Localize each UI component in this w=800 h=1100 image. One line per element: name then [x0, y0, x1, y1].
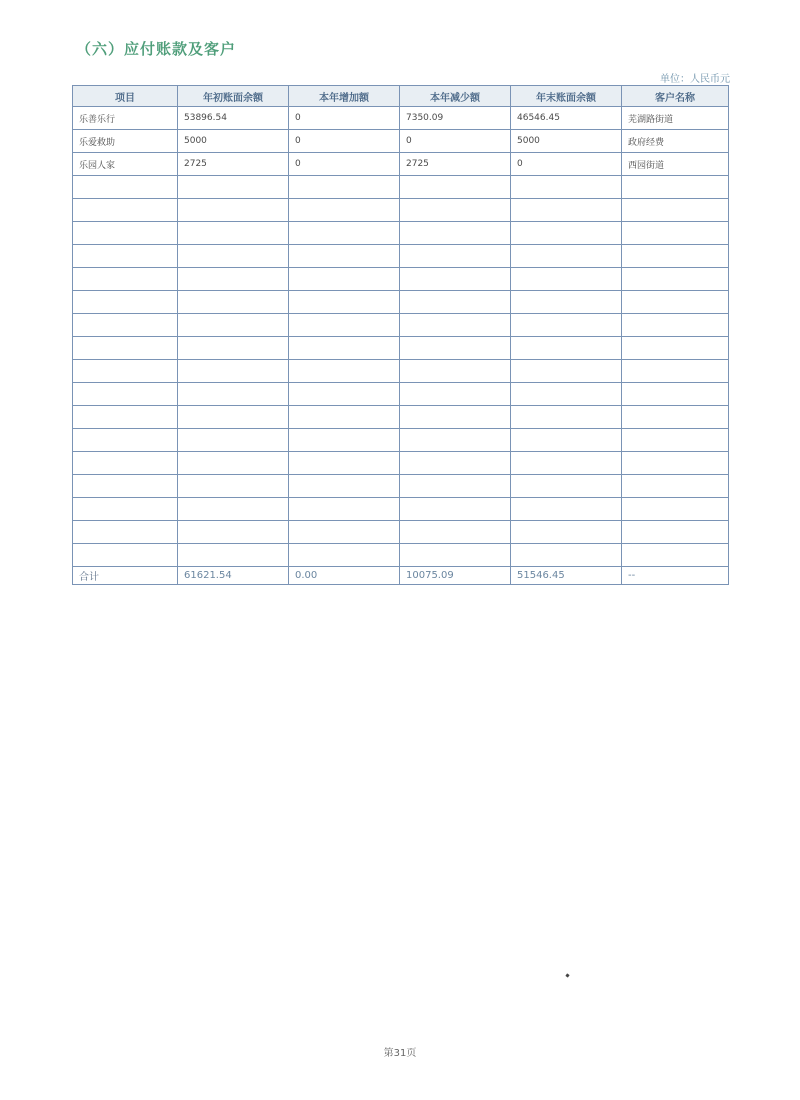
cell-decrease: 2725	[400, 153, 511, 176]
table-row-empty	[73, 268, 729, 291]
empty-cell	[178, 199, 289, 222]
empty-cell	[511, 544, 622, 567]
empty-cell	[178, 452, 289, 475]
empty-cell	[511, 199, 622, 222]
empty-cell	[511, 383, 622, 406]
empty-cell	[73, 360, 178, 383]
table-row-empty	[73, 176, 729, 199]
empty-cell	[400, 291, 511, 314]
empty-cell	[400, 498, 511, 521]
table-row-empty	[73, 429, 729, 452]
empty-cell	[400, 314, 511, 337]
empty-cell	[289, 475, 400, 498]
empty-cell	[400, 452, 511, 475]
empty-cell	[289, 406, 400, 429]
empty-cell	[511, 452, 622, 475]
cell-decrease: 0	[400, 130, 511, 153]
empty-cell	[511, 314, 622, 337]
empty-cell	[511, 337, 622, 360]
empty-cell	[511, 176, 622, 199]
empty-cell	[400, 383, 511, 406]
table-row-empty	[73, 383, 729, 406]
empty-cell	[622, 337, 729, 360]
total-label: 合计	[73, 567, 178, 585]
empty-cell	[178, 498, 289, 521]
empty-cell	[73, 291, 178, 314]
cell-increase: 0	[289, 107, 400, 130]
table-row-empty	[73, 452, 729, 475]
cell-item: 乐园人家	[73, 153, 178, 176]
cell-item: 乐善乐行	[73, 107, 178, 130]
empty-cell	[511, 291, 622, 314]
empty-cell	[289, 176, 400, 199]
empty-cell	[73, 199, 178, 222]
cell-closing-balance: 46546.45	[511, 107, 622, 130]
payables-table	[72, 85, 729, 585]
empty-cell	[511, 498, 622, 521]
empty-cell	[622, 268, 729, 291]
table-row-empty	[73, 337, 729, 360]
empty-cell	[622, 360, 729, 383]
empty-cell	[511, 360, 622, 383]
table-row	[73, 107, 729, 130]
empty-cell	[178, 314, 289, 337]
empty-cell	[289, 199, 400, 222]
empty-cell	[178, 222, 289, 245]
table-row-empty	[73, 544, 729, 567]
header-item: 项目	[73, 86, 178, 107]
cell-decrease: 7350.09	[400, 107, 511, 130]
empty-cell	[622, 176, 729, 199]
empty-cell	[178, 429, 289, 452]
cell-closing-balance: 0	[511, 153, 622, 176]
table-row-empty	[73, 245, 729, 268]
empty-cell	[178, 406, 289, 429]
total-increase: 0.00	[289, 567, 400, 585]
cell-opening-balance: 5000	[178, 130, 289, 153]
table-row-empty	[73, 222, 729, 245]
cell-increase: 0	[289, 153, 400, 176]
empty-cell	[289, 291, 400, 314]
header-decrease: 本年减少额	[400, 86, 511, 107]
empty-cell	[73, 475, 178, 498]
empty-cell	[622, 452, 729, 475]
empty-cell	[622, 199, 729, 222]
empty-cell	[400, 406, 511, 429]
table-row-empty	[73, 498, 729, 521]
empty-cell	[289, 245, 400, 268]
empty-cell	[73, 452, 178, 475]
empty-cell	[400, 475, 511, 498]
cell-opening-balance: 53896.54	[178, 107, 289, 130]
empty-cell	[400, 360, 511, 383]
empty-cell	[289, 337, 400, 360]
empty-cell	[73, 314, 178, 337]
empty-cell	[622, 383, 729, 406]
empty-cell	[289, 521, 400, 544]
empty-cell	[73, 245, 178, 268]
empty-cell	[511, 268, 622, 291]
table-row-empty	[73, 291, 729, 314]
empty-cell	[289, 268, 400, 291]
empty-cell	[73, 544, 178, 567]
table-row	[73, 130, 729, 153]
empty-cell	[511, 245, 622, 268]
empty-cell	[73, 498, 178, 521]
empty-cell	[178, 176, 289, 199]
section-title: （六）应付账款及客户	[76, 40, 237, 58]
cell-opening-balance: 2725	[178, 153, 289, 176]
total-opening-balance: 61621.54	[178, 567, 289, 585]
empty-cell	[622, 475, 729, 498]
cell-item: 乐爱救助	[73, 130, 178, 153]
table-row-empty	[73, 199, 729, 222]
unit-label: 单位：人民币元	[660, 74, 730, 85]
empty-cell	[178, 475, 289, 498]
empty-cell	[622, 314, 729, 337]
table-total-row	[73, 567, 729, 585]
empty-cell	[400, 544, 511, 567]
empty-cell	[400, 337, 511, 360]
cell-customer-name: 政府经费	[622, 130, 729, 153]
empty-cell	[400, 222, 511, 245]
empty-cell	[73, 406, 178, 429]
table-row-empty	[73, 406, 729, 429]
empty-cell	[400, 245, 511, 268]
empty-cell	[289, 544, 400, 567]
empty-cell	[511, 222, 622, 245]
empty-cell	[289, 314, 400, 337]
empty-cell	[511, 406, 622, 429]
payables-table-container	[72, 85, 729, 585]
empty-cell	[178, 544, 289, 567]
header-customer-name: 客户名称	[622, 86, 729, 107]
empty-cell	[73, 337, 178, 360]
header-closing-balance: 年末账面余额	[511, 86, 622, 107]
table-row	[73, 153, 729, 176]
empty-cell	[511, 429, 622, 452]
empty-cell	[289, 383, 400, 406]
empty-cell	[511, 521, 622, 544]
total-customer-name: --	[622, 567, 729, 585]
header-opening-balance: 年初账面余额	[178, 86, 289, 107]
empty-cell	[622, 498, 729, 521]
empty-cell	[400, 268, 511, 291]
empty-cell	[289, 360, 400, 383]
empty-cell	[178, 383, 289, 406]
page-number: 第31页	[383, 1048, 417, 1059]
empty-cell	[178, 268, 289, 291]
cell-customer-name: 芜湖路街道	[622, 107, 729, 130]
total-decrease: 10075.09	[400, 567, 511, 585]
table-header-row	[73, 86, 729, 107]
empty-cell	[178, 360, 289, 383]
empty-cell	[73, 521, 178, 544]
empty-cell	[178, 291, 289, 314]
empty-cell	[400, 429, 511, 452]
empty-cell	[73, 222, 178, 245]
total-closing-balance: 51546.45	[511, 567, 622, 585]
cell-increase: 0	[289, 130, 400, 153]
empty-cell	[400, 176, 511, 199]
table-row-empty	[73, 521, 729, 544]
empty-cell	[289, 498, 400, 521]
header-increase: 本年增加额	[289, 86, 400, 107]
empty-cell	[73, 383, 178, 406]
empty-cell	[178, 521, 289, 544]
empty-cell	[289, 222, 400, 245]
table-row-empty	[73, 475, 729, 498]
empty-cell	[289, 452, 400, 475]
cell-customer-name: 西园街道	[622, 153, 729, 176]
table-row-empty	[73, 360, 729, 383]
empty-cell	[511, 475, 622, 498]
empty-cell	[289, 429, 400, 452]
empty-cell	[73, 429, 178, 452]
empty-cell	[178, 337, 289, 360]
empty-cell	[622, 245, 729, 268]
empty-cell	[178, 245, 289, 268]
empty-cell	[400, 521, 511, 544]
empty-cell	[622, 544, 729, 567]
empty-cell	[622, 406, 729, 429]
scan-speck	[565, 973, 569, 977]
empty-cell	[73, 176, 178, 199]
cell-closing-balance: 5000	[511, 130, 622, 153]
empty-cell	[622, 429, 729, 452]
empty-cell	[73, 268, 178, 291]
empty-cell	[400, 199, 511, 222]
table-row-empty	[73, 314, 729, 337]
empty-cell	[622, 521, 729, 544]
empty-cell	[622, 222, 729, 245]
empty-cell	[622, 291, 729, 314]
